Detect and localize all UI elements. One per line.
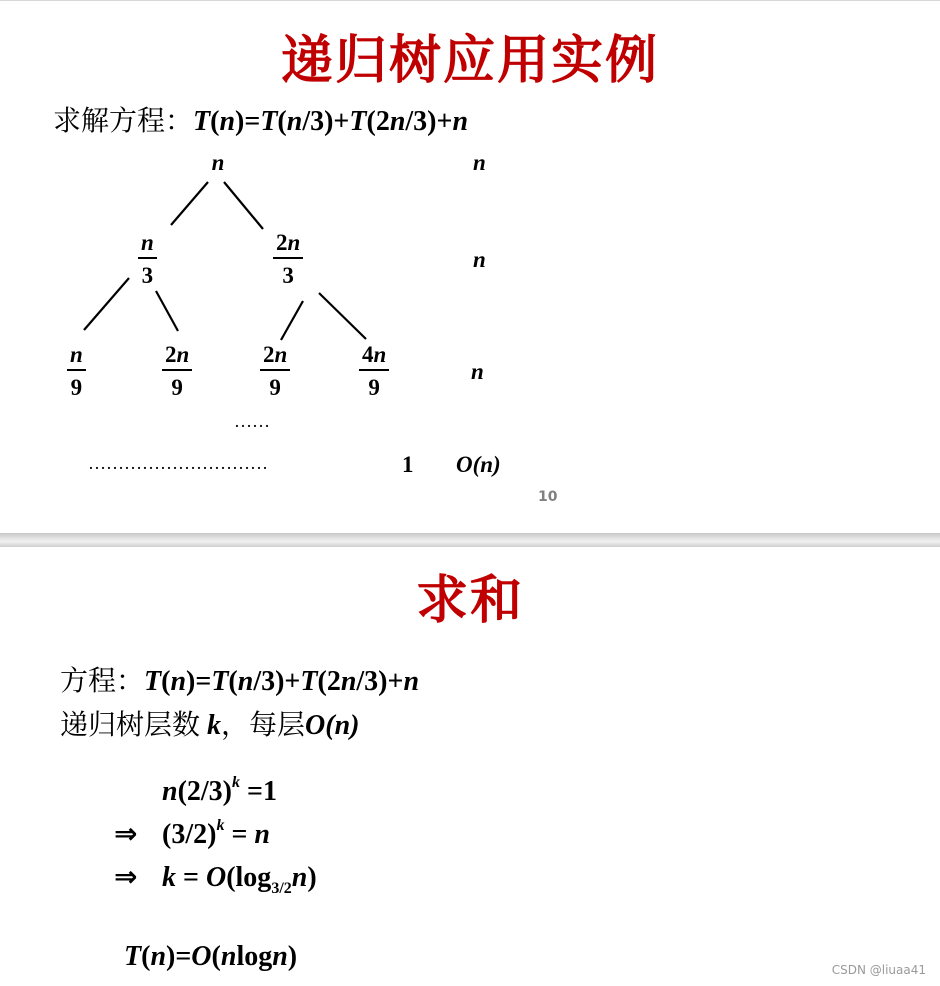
line2-cost: O(n) — [305, 710, 360, 741]
equation-label: 求解方程： — [53, 104, 194, 137]
derivation-step-1: $n(2/3)^k =1$ — [162, 774, 277, 807]
tree-root: n — [211, 150, 225, 175]
page-number: 10 — [538, 489, 558, 505]
sum-equation-line: 方程：T(n)=T(n/3)+T(2n/3)+n — [60, 664, 420, 697]
tree-node-l2-3: $\frac{2n}{9}$ — [260, 343, 290, 399]
level-cost-2: n — [471, 359, 484, 384]
line1-label: 方程： — [60, 664, 145, 697]
edge-l1left-a — [84, 278, 129, 330]
slide-2-title: 求和 — [415, 571, 524, 631]
tree-node-l2-1: $\frac{n}{9}$ — [67, 343, 86, 399]
line2-label: 递归树层数 — [60, 708, 201, 741]
recurrence-equation: 求解方程：T(n)=T(n/3)+T(2n/3)+n — [53, 104, 469, 137]
implies-arrow-1: ⇒ — [114, 817, 138, 850]
edge-l1right-a — [281, 301, 303, 340]
tree-bottom-dots: ………………………… — [88, 453, 268, 473]
edge-root-right — [224, 182, 263, 229]
slide-2 — [0, 547, 940, 986]
level-cost-1: n — [473, 247, 486, 272]
line2-var: k — [207, 710, 222, 741]
final-result: T(n)=O(nlogn) — [124, 941, 298, 972]
levels-line — [60, 708, 360, 741]
slide-1-title: 递归树应用实例 — [280, 31, 659, 91]
tree-node-2n-over-3: $\frac{2n}{3}$ — [273, 231, 303, 287]
derivation-step-3: ⇒ $k = O(\log_{3/2}n)$ — [114, 860, 317, 897]
edge-l1right-b — [319, 293, 366, 339]
implies-arrow-2: ⇒ — [114, 860, 138, 893]
total-cost: O(n) — [456, 452, 501, 477]
edge-l1left-b — [156, 291, 178, 331]
line2-comma: ，每层 — [221, 708, 306, 741]
level-cost-0: n — [473, 150, 486, 175]
tree-leaf: 1 — [402, 452, 414, 477]
tree-node-l2-4: $\frac{4n}{9}$ — [359, 343, 389, 399]
edge-root-left — [171, 182, 208, 225]
watermark: CSDN @liuaa41 — [831, 963, 926, 977]
tree-ellipsis: …… — [234, 411, 270, 431]
derivation-step-2: ⇒ $(3/2)^k = n$ — [114, 817, 270, 850]
tree-node-l2-2: $\frac{2n}{9}$ — [162, 343, 192, 399]
slide-separator — [0, 533, 940, 547]
tree-node-n-over-3: $\frac{n}{3}$ — [138, 231, 157, 287]
